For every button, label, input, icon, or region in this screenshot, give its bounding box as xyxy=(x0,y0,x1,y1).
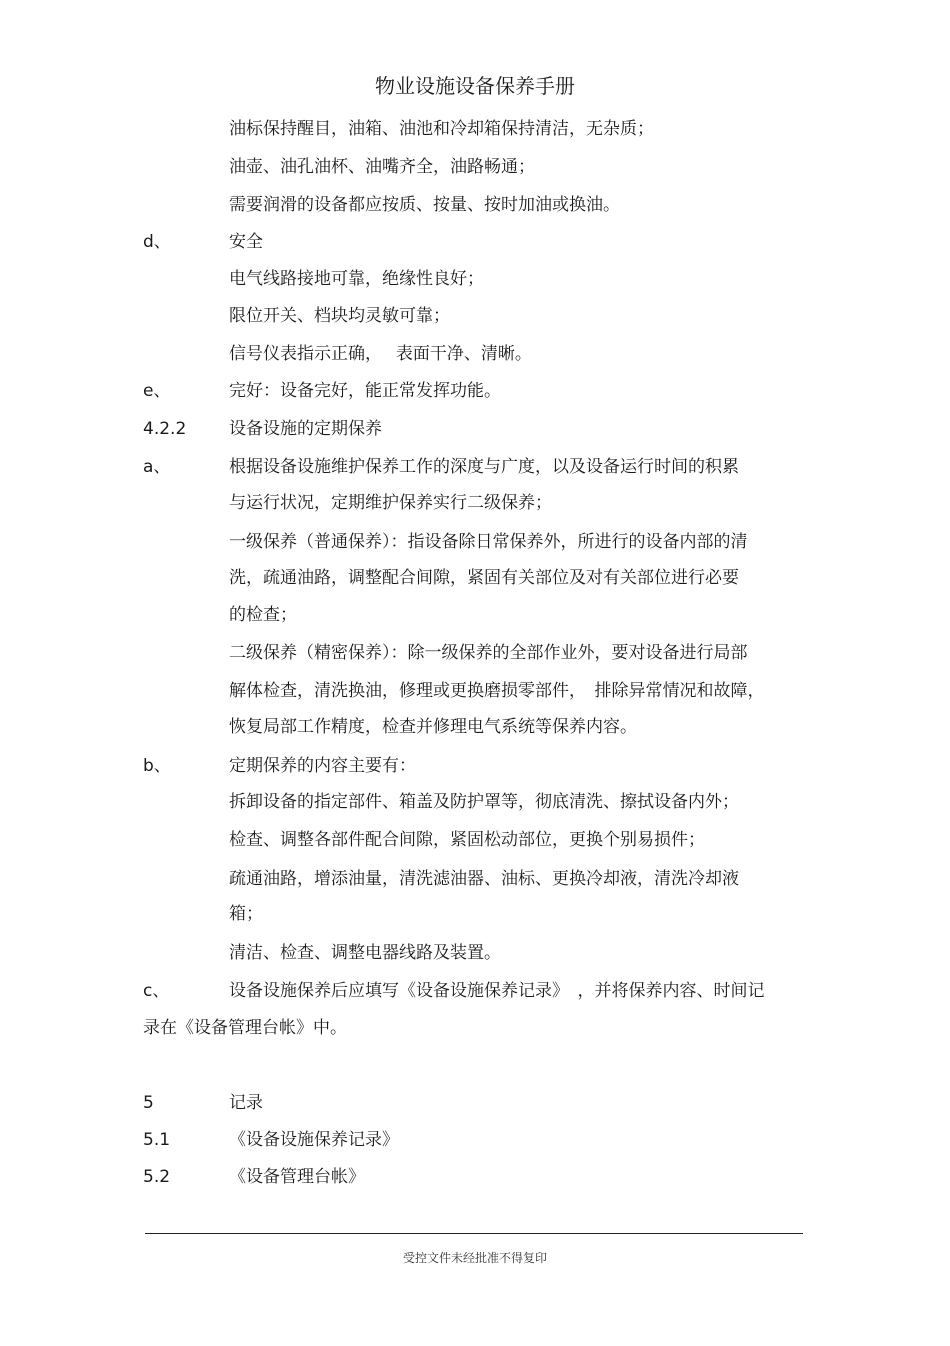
section-422-marker: 4.2.2 xyxy=(143,419,187,439)
section-51-text: 《设备设施保养记录》 xyxy=(229,1130,399,1150)
section-d-item-2: 限位开关、档块均灵敏可靠； xyxy=(229,306,450,326)
lubrication-item-2: 油壶、油孔油杯、油嘴齐全，油路畅通； xyxy=(229,157,535,177)
section-a-line-1: 根据设备设施维护保养工作的深度与广度，以及设备运行时间的积累 xyxy=(229,457,739,477)
section-e-marker: e、 xyxy=(143,381,171,401)
section-5-heading: 记录 xyxy=(229,1093,263,1113)
section-c-line-2: 录在《设备管理台帐》中。 xyxy=(143,1018,347,1038)
section-d-marker: d、 xyxy=(143,232,171,252)
section-b-heading: 定期保养的内容主要有： xyxy=(229,756,416,776)
section-52-marker: 5.2 xyxy=(143,1167,171,1187)
section-a-line-5: 的检查； xyxy=(229,605,297,625)
footer-divider xyxy=(145,1233,803,1234)
section-52-text: 《设备管理台帐》 xyxy=(229,1167,365,1187)
section-b-line-2: 检查、调整各部件配合间隙，紧固松动部位，更换个别易损件； xyxy=(229,830,705,850)
section-a-line-8: 恢复局部工作精度，检查并修理电气系统等保养内容。 xyxy=(229,717,637,737)
section-a-line-6: 二级保养（精密保养）：除一级保养的全部作业外，要对设备进行局部 xyxy=(229,643,748,663)
section-c-marker: c、 xyxy=(143,981,170,1001)
section-a-marker: a、 xyxy=(143,457,171,477)
section-e-text: 完好：设备完好，能正常发挥功能。 xyxy=(229,381,501,401)
section-a-line-4: 洗，疏通油路，调整配合间隙，紧固有关部位及对有关部位进行必要 xyxy=(229,568,739,588)
section-5-marker: 5 xyxy=(143,1093,154,1113)
section-b-line-3: 疏通油路，增添油量，清洗滤油器、油标、更换冷却液，清洗冷却液 xyxy=(229,869,739,889)
section-51-marker: 5.1 xyxy=(143,1130,171,1150)
lubrication-item-1: 油标保持醒目，油箱、油池和冷却箱保持清洁，无杂质； xyxy=(229,119,654,139)
section-b-line-4: 箱； xyxy=(229,904,263,924)
section-d-item-1: 电气线路接地可靠，绝缘性良好； xyxy=(229,269,484,289)
section-b-line-5: 清洁、检查、调整电器线路及装置。 xyxy=(229,943,501,963)
document-title: 物业设施设备保养手册 xyxy=(375,74,575,98)
section-b-line-1: 拆卸设备的指定部件、箱盖及防护罩等，彻底清洗、擦拭设备内外； xyxy=(229,792,739,812)
section-c-line-1: 设备设施保养后应填写《设备设施保养记录》 ，并将保养内容、时间记 xyxy=(229,981,765,1001)
lubrication-item-3: 需要润滑的设备都应按质、按量、按时加油或换油。 xyxy=(229,195,620,215)
footer-note: 受控文件未经批准不得复印 xyxy=(402,1251,547,1265)
section-a-line-7: 解体检查，清洗换油，修理或更换磨损零部件， 排除异常情况和故障， xyxy=(229,681,765,701)
section-a-line-3: 一级保养（普通保养）：指设备除日常保养外，所进行的设备内部的清 xyxy=(229,532,748,552)
section-a-line-2: 与运行状况，定期维护保养实行二级保养； xyxy=(229,493,552,513)
section-d-item-3: 信号仪表指示正确， 表面干净、清晰。 xyxy=(229,344,532,364)
section-b-marker: b、 xyxy=(143,756,171,776)
section-422-heading: 设备设施的定期保养 xyxy=(229,419,382,439)
section-d-heading: 安全 xyxy=(229,232,263,252)
